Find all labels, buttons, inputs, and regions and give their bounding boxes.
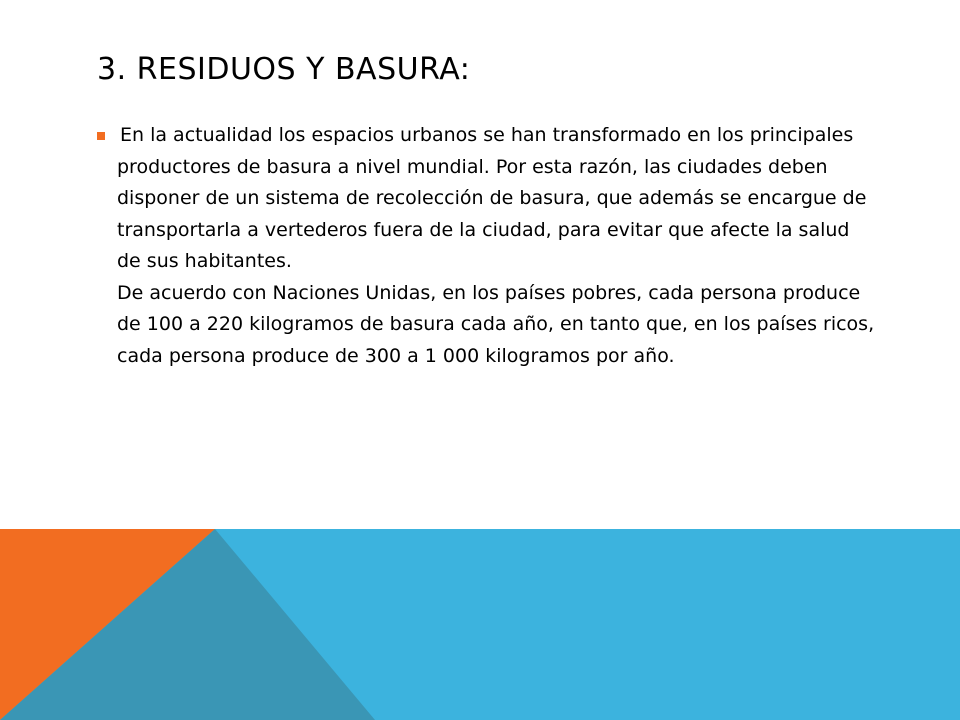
paragraph-un-statistics: De acuerdo con Naciones Unidas, en los países pobres, cada persona produce de 100 a 220 kilogramos de basura cada año, en tanto que, en los países ricos, cada persona produce de 300 a 1 000 kilogramos por año. xyxy=(117,281,875,367)
bullet-item xyxy=(97,120,877,372)
decorative-band xyxy=(0,529,960,720)
bullet-text xyxy=(117,120,877,372)
paragraph-urban-waste: En la actualidad los espacios urbanos se han transformado en los principales productores de basura a nivel mundial. Por esta razón, las ciudades deben disponer de un sistema de recolección de basura, que además se encargue de transportarla a vertederos fuera de la ciudad, para evitar que afecte la salud de sus habitantes. xyxy=(117,124,867,272)
slide-title: 3. RESIDUOS Y BASURA: xyxy=(97,52,471,87)
square-bullet-icon xyxy=(97,132,105,140)
slide-body xyxy=(97,120,877,372)
